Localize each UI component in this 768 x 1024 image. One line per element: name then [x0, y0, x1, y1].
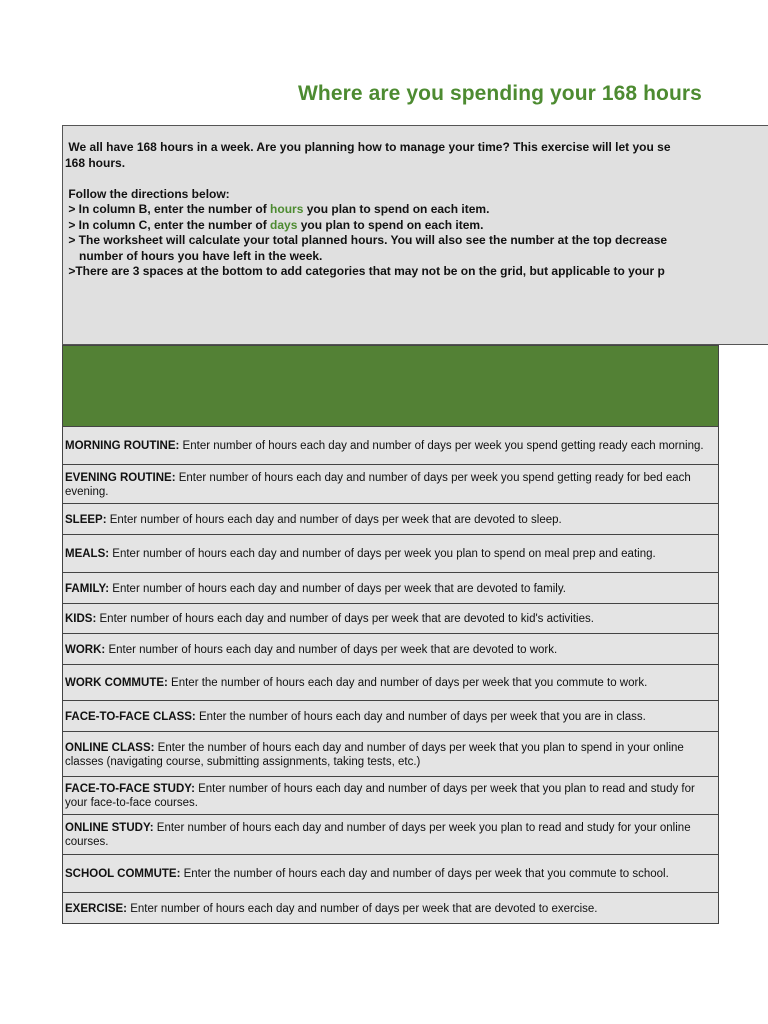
row-text [65, 582, 566, 596]
directions-heading [65, 187, 671, 203]
row-description: Enter number of hours each day and number of days per week that are devoted to family. [109, 582, 566, 595]
row-label: FACE-TO-FACE STUDY: [65, 783, 195, 795]
row-label: FAMILY: [65, 582, 110, 595]
instructions-box [62, 125, 768, 345]
row-text [65, 547, 656, 561]
row-description: Enter number of hours each day and number of days per week that are devoted to sleep. [106, 513, 562, 526]
row-description: Enter number of hours each day and number of days per week you spend getting ready for bed each evening. [65, 471, 691, 498]
row-text [65, 710, 646, 724]
row-text [65, 741, 714, 769]
direction-2 [65, 218, 671, 234]
row-text [65, 902, 598, 916]
row-label: ONLINE CLASS: [65, 741, 155, 754]
list-item [62, 634, 719, 665]
row-description: Enter the number of hours each day and number of days per week that you commute to school. [180, 868, 669, 880]
row-description: Enter number of hours each day and number of days per week that are devoted to work. [105, 643, 558, 656]
row-description: Enter number of hours each day and number of days per week that are devoted to exercise. [127, 902, 598, 915]
direction-3-line-2: number of hours you have left in the week. [79, 248, 323, 263]
list-item [62, 893, 719, 924]
category-list [62, 427, 719, 924]
row-text [65, 821, 714, 849]
row-description: Enter number of hours each day and number of days per week you plan to read and study for your online courses. [65, 822, 691, 848]
row-text [65, 867, 669, 881]
page-title: Where are you spending your 168 hours [298, 82, 702, 105]
list-item [62, 535, 719, 573]
list-item [62, 573, 719, 604]
row-label: EXERCISE: [65, 902, 127, 915]
list-item [62, 504, 719, 535]
row-text [65, 643, 557, 657]
spacer [65, 171, 671, 187]
direction-1-pre: > In column B, enter the number of [68, 202, 271, 216]
row-text [65, 439, 704, 453]
direction-4 [65, 264, 671, 280]
row-label: ONLINE STUDY: [65, 822, 154, 834]
list-item [62, 732, 719, 777]
row-text [65, 471, 714, 499]
direction-1 [65, 202, 671, 218]
row-text [65, 782, 714, 810]
list-item [62, 665, 719, 701]
intro-line-1 [65, 140, 671, 156]
row-description: Enter number of hours each day and number of days per week that you plan to read and study for your face-to-face courses. [65, 783, 695, 809]
list-item [62, 815, 719, 855]
direction-2-pre: > In column C, enter the number of [68, 217, 271, 232]
row-label: KIDS: [65, 613, 97, 625]
intro-line-1-text: We all have 168 hours in a week. Are you planning how to manage your time? This exercise will let you se [68, 140, 671, 154]
row-label: MORNING ROUTINE: [65, 440, 180, 452]
list-item [62, 465, 719, 504]
direction-1-highlight: hours [270, 202, 304, 216]
row-label: SCHOOL COMMUTE: [65, 868, 181, 880]
intro-line-2: 168 hours. [65, 155, 126, 170]
direction-4-text: >There are 3 spaces at the bottom to add categories that may not be on the grid, but applicable to your p [68, 264, 665, 278]
direction-2-post: you plan to spend on each item. [297, 217, 484, 232]
list-item [62, 855, 719, 893]
row-text [65, 513, 562, 527]
row-text [65, 676, 647, 690]
directions-heading-text: Follow the directions below: [68, 186, 230, 201]
row-label: MEALS: [65, 548, 110, 560]
row-description: Enter the number of hours each day and number of days per week that you are in class. [195, 710, 646, 723]
row-label: WORK COMMUTE: [65, 677, 168, 689]
instructions-text [65, 140, 671, 280]
row-description: Enter number of hours each day and number of days per week that are devoted to kid's activities. [96, 613, 594, 625]
list-item [62, 604, 719, 634]
direction-2-highlight: days [270, 217, 298, 232]
row-description: Enter the number of hours each day and number of days per week that you commute to work. [167, 677, 648, 689]
row-label: WORK: [65, 643, 106, 656]
row-label: SLEEP: [65, 513, 107, 526]
row-description: Enter number of hours each day and number of days per week you plan to spend on meal prep and eating. [109, 548, 656, 560]
row-text [65, 612, 594, 626]
row-label: FACE-TO-FACE CLASS: [65, 710, 196, 723]
direction-1-post: you plan to spend on each item. [303, 202, 490, 216]
header-band [62, 345, 719, 427]
row-label: EVENING ROUTINE: [65, 471, 176, 484]
direction-3-line-1 [65, 233, 671, 249]
list-item [62, 777, 719, 815]
direction-3-line-1-text: > The worksheet will calculate your total planned hours. You will also see the number at the top decrease [68, 233, 668, 247]
row-description: Enter number of hours each day and number of days per week you spend getting ready each morning. [179, 440, 704, 452]
list-item [62, 701, 719, 732]
list-item [62, 427, 719, 465]
row-description: Enter the number of hours each day and number of days per week that you plan to spend in your online classes (navigating course, submitting assignments, taking tests, etc.) [65, 741, 684, 768]
